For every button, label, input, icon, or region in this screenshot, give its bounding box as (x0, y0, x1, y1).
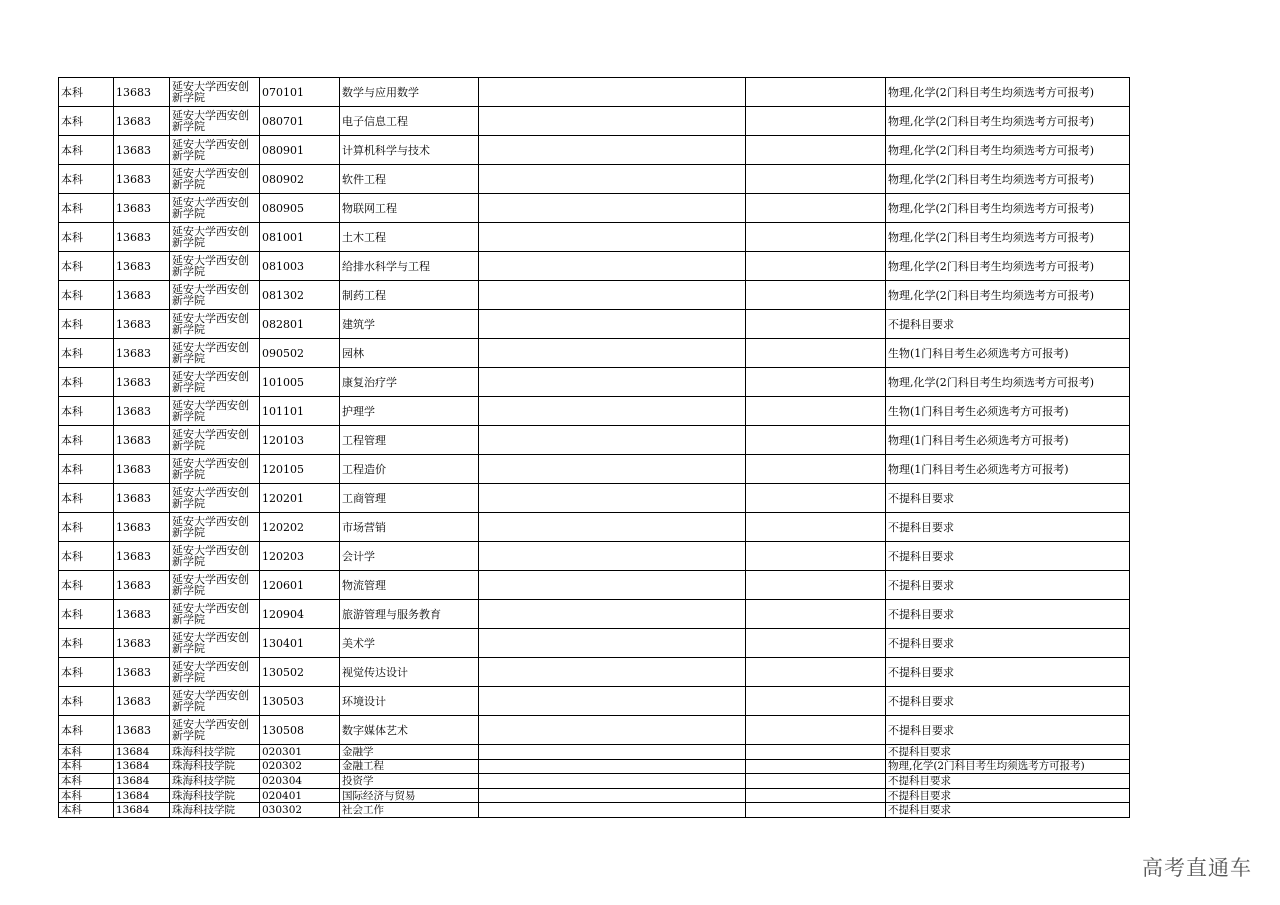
school-code-cell: 13683 (114, 310, 170, 339)
empty-cell (746, 687, 886, 716)
school-code-cell: 13683 (114, 136, 170, 165)
major-code-cell: 130503 (260, 687, 340, 716)
level-cell: 本科 (59, 252, 114, 281)
subject-requirement-cell: 物理,化学(2门科目考生均须选考方可报考) (886, 759, 1130, 774)
subject-requirement-cell: 不提科目要求 (886, 629, 1130, 658)
table-row (59, 687, 1130, 716)
empty-cell (479, 716, 746, 745)
subject-requirement-cell: 物理,化学(2门科目考生均须选考方可报考) (886, 107, 1130, 136)
empty-cell (479, 165, 746, 194)
school-name-cell: 延安大学西安创新学院 (170, 281, 260, 310)
school-name-cell: 延安大学西安创新学院 (170, 426, 260, 455)
empty-cell (479, 759, 746, 774)
major-code-cell: 020301 (260, 745, 340, 760)
empty-cell (479, 484, 746, 513)
major-name-cell: 护理学 (340, 397, 479, 426)
level-cell: 本科 (59, 571, 114, 600)
subject-requirement-cell: 物理,化学(2门科目考生均须选考方可报考) (886, 194, 1130, 223)
empty-cell (479, 397, 746, 426)
school-code-cell: 13683 (114, 252, 170, 281)
level-cell: 本科 (59, 716, 114, 745)
major-code-cell: 120202 (260, 513, 340, 542)
major-name-cell: 给排水科学与工程 (340, 252, 479, 281)
empty-cell (479, 281, 746, 310)
major-code-cell: 120904 (260, 600, 340, 629)
subject-requirement-cell: 物理,化学(2门科目考生均须选考方可报考) (886, 223, 1130, 252)
level-cell: 本科 (59, 281, 114, 310)
subject-requirements-table (58, 77, 1130, 818)
subject-requirement-cell: 物理,化学(2门科目考生均须选考方可报考) (886, 78, 1130, 107)
table-row (59, 600, 1130, 629)
major-code-cell: 101101 (260, 397, 340, 426)
school-name-cell: 延安大学西安创新学院 (170, 136, 260, 165)
major-name-cell: 环境设计 (340, 687, 479, 716)
major-code-cell: 082801 (260, 310, 340, 339)
empty-cell (746, 397, 886, 426)
table-row (59, 716, 1130, 745)
school-name-cell: 珠海科技学院 (170, 745, 260, 760)
empty-cell (746, 788, 886, 803)
subject-requirement-cell: 不提科目要求 (886, 788, 1130, 803)
school-name-cell: 延安大学西安创新学院 (170, 716, 260, 745)
empty-cell (746, 455, 886, 484)
table-row (59, 745, 1130, 760)
level-cell: 本科 (59, 397, 114, 426)
major-code-cell: 130502 (260, 658, 340, 687)
major-code-cell: 101005 (260, 368, 340, 397)
subject-requirement-cell: 不提科目要求 (886, 803, 1130, 818)
major-name-cell: 国际经济与贸易 (340, 788, 479, 803)
major-name-cell: 建筑学 (340, 310, 479, 339)
major-code-cell: 120103 (260, 426, 340, 455)
empty-cell (746, 759, 886, 774)
level-cell: 本科 (59, 629, 114, 658)
level-cell: 本科 (59, 78, 114, 107)
table-row (59, 107, 1130, 136)
empty-cell (746, 658, 886, 687)
table-row (59, 542, 1130, 571)
empty-cell (746, 223, 886, 252)
level-cell: 本科 (59, 803, 114, 818)
major-name-cell: 投资学 (340, 774, 479, 789)
empty-cell (479, 426, 746, 455)
school-code-cell: 13683 (114, 716, 170, 745)
table-row (59, 774, 1130, 789)
school-name-cell: 延安大学西安创新学院 (170, 339, 260, 368)
table-row (59, 629, 1130, 658)
major-code-cell: 080902 (260, 165, 340, 194)
empty-cell (479, 788, 746, 803)
major-code-cell: 080905 (260, 194, 340, 223)
major-name-cell: 物流管理 (340, 571, 479, 600)
school-code-cell: 13683 (114, 542, 170, 571)
major-name-cell: 旅游管理与服务教育 (340, 600, 479, 629)
subject-requirement-cell: 不提科目要求 (886, 658, 1130, 687)
table-row (59, 310, 1130, 339)
level-cell: 本科 (59, 542, 114, 571)
major-name-cell: 社会工作 (340, 803, 479, 818)
school-name-cell: 延安大学西安创新学院 (170, 658, 260, 687)
major-code-cell: 020302 (260, 759, 340, 774)
empty-cell (479, 223, 746, 252)
empty-cell (479, 600, 746, 629)
empty-cell (479, 774, 746, 789)
major-name-cell: 美术学 (340, 629, 479, 658)
school-name-cell: 延安大学西安创新学院 (170, 368, 260, 397)
school-code-cell: 13683 (114, 571, 170, 600)
subject-requirement-cell: 物理,化学(2门科目考生均须选考方可报考) (886, 136, 1130, 165)
major-name-cell: 市场营销 (340, 513, 479, 542)
major-name-cell: 视觉传达设计 (340, 658, 479, 687)
empty-cell (746, 629, 886, 658)
school-code-cell: 13683 (114, 687, 170, 716)
school-name-cell: 延安大学西安创新学院 (170, 542, 260, 571)
empty-cell (746, 368, 886, 397)
empty-cell (746, 194, 886, 223)
empty-cell (746, 600, 886, 629)
empty-cell (479, 658, 746, 687)
school-name-cell: 珠海科技学院 (170, 774, 260, 789)
empty-cell (746, 426, 886, 455)
level-cell: 本科 (59, 339, 114, 368)
school-name-cell: 延安大学西安创新学院 (170, 484, 260, 513)
school-name-cell: 延安大学西安创新学院 (170, 571, 260, 600)
empty-cell (479, 194, 746, 223)
level-cell: 本科 (59, 774, 114, 789)
level-cell: 本科 (59, 107, 114, 136)
major-name-cell: 康复治疗学 (340, 368, 479, 397)
school-code-cell: 13683 (114, 107, 170, 136)
major-name-cell: 工程管理 (340, 426, 479, 455)
subject-requirement-cell: 物理(1门科目考生必须选考方可报考) (886, 455, 1130, 484)
level-cell: 本科 (59, 455, 114, 484)
major-code-cell: 020401 (260, 788, 340, 803)
major-code-cell: 020304 (260, 774, 340, 789)
level-cell: 本科 (59, 194, 114, 223)
subject-requirement-cell: 不提科目要求 (886, 571, 1130, 600)
major-code-cell: 130401 (260, 629, 340, 658)
level-cell: 本科 (59, 513, 114, 542)
major-code-cell: 080701 (260, 107, 340, 136)
empty-cell (479, 78, 746, 107)
empty-cell (746, 513, 886, 542)
table-row (59, 759, 1130, 774)
subject-requirement-cell: 不提科目要求 (886, 484, 1130, 513)
school-code-cell: 13683 (114, 397, 170, 426)
table-row (59, 165, 1130, 194)
major-name-cell: 园林 (340, 339, 479, 368)
major-name-cell: 电子信息工程 (340, 107, 479, 136)
subject-requirement-cell: 生物(1门科目考生必须选考方可报考) (886, 397, 1130, 426)
major-code-cell: 120105 (260, 455, 340, 484)
empty-cell (479, 252, 746, 281)
school-name-cell: 延安大学西安创新学院 (170, 397, 260, 426)
school-code-cell: 13683 (114, 513, 170, 542)
table-row (59, 281, 1130, 310)
level-cell: 本科 (59, 687, 114, 716)
school-name-cell: 珠海科技学院 (170, 803, 260, 818)
empty-cell (746, 745, 886, 760)
empty-cell (479, 136, 746, 165)
table-row (59, 571, 1130, 600)
school-name-cell: 延安大学西安创新学院 (170, 107, 260, 136)
school-name-cell: 延安大学西安创新学院 (170, 194, 260, 223)
major-name-cell: 计算机科学与技术 (340, 136, 479, 165)
school-code-cell: 13683 (114, 368, 170, 397)
empty-cell (746, 78, 886, 107)
empty-cell (479, 107, 746, 136)
school-name-cell: 延安大学西安创新学院 (170, 513, 260, 542)
table-row (59, 252, 1130, 281)
major-code-cell: 120203 (260, 542, 340, 571)
empty-cell (746, 571, 886, 600)
school-code-cell: 13683 (114, 165, 170, 194)
level-cell: 本科 (59, 600, 114, 629)
empty-cell (479, 513, 746, 542)
school-code-cell: 13684 (114, 759, 170, 774)
empty-cell (746, 339, 886, 368)
school-name-cell: 延安大学西安创新学院 (170, 252, 260, 281)
empty-cell (746, 484, 886, 513)
subject-requirement-cell: 生物(1门科目考生必须选考方可报考) (886, 339, 1130, 368)
major-name-cell: 数字媒体艺术 (340, 716, 479, 745)
major-code-cell: 081001 (260, 223, 340, 252)
empty-cell (479, 542, 746, 571)
school-name-cell: 延安大学西安创新学院 (170, 455, 260, 484)
table-row (59, 223, 1130, 252)
empty-cell (479, 571, 746, 600)
table-row (59, 658, 1130, 687)
empty-cell (746, 165, 886, 194)
table-row (59, 78, 1130, 107)
major-name-cell: 会计学 (340, 542, 479, 571)
subject-requirement-cell: 不提科目要求 (886, 513, 1130, 542)
empty-cell (746, 281, 886, 310)
school-code-cell: 13684 (114, 745, 170, 760)
school-code-cell: 13683 (114, 455, 170, 484)
major-code-cell: 130508 (260, 716, 340, 745)
level-cell: 本科 (59, 368, 114, 397)
subject-requirement-cell: 物理,化学(2门科目考生均须选考方可报考) (886, 252, 1130, 281)
school-code-cell: 13684 (114, 774, 170, 789)
school-code-cell: 13683 (114, 281, 170, 310)
empty-cell (746, 136, 886, 165)
table-row (59, 455, 1130, 484)
school-code-cell: 13683 (114, 339, 170, 368)
table-row (59, 136, 1130, 165)
empty-cell (746, 803, 886, 818)
table-row (59, 513, 1130, 542)
school-name-cell: 延安大学西安创新学院 (170, 223, 260, 252)
level-cell: 本科 (59, 223, 114, 252)
school-name-cell: 延安大学西安创新学院 (170, 78, 260, 107)
table-row (59, 484, 1130, 513)
level-cell: 本科 (59, 165, 114, 194)
table-row (59, 426, 1130, 455)
level-cell: 本科 (59, 426, 114, 455)
empty-cell (746, 252, 886, 281)
major-code-cell: 081003 (260, 252, 340, 281)
major-name-cell: 数学与应用数学 (340, 78, 479, 107)
school-code-cell: 13683 (114, 194, 170, 223)
school-code-cell: 13683 (114, 78, 170, 107)
level-cell: 本科 (59, 788, 114, 803)
table-row (59, 788, 1130, 803)
subject-requirement-cell: 不提科目要求 (886, 774, 1130, 789)
major-code-cell: 081302 (260, 281, 340, 310)
school-code-cell: 13684 (114, 803, 170, 818)
major-name-cell: 制药工程 (340, 281, 479, 310)
school-name-cell: 延安大学西安创新学院 (170, 687, 260, 716)
school-code-cell: 13683 (114, 629, 170, 658)
subject-requirement-cell: 物理(1门科目考生必须选考方可报考) (886, 426, 1130, 455)
major-code-cell: 120601 (260, 571, 340, 600)
school-code-cell: 13683 (114, 426, 170, 455)
empty-cell (479, 687, 746, 716)
table-row (59, 803, 1130, 818)
empty-cell (746, 107, 886, 136)
table-row (59, 194, 1130, 223)
empty-cell (479, 745, 746, 760)
subject-requirement-cell: 不提科目要求 (886, 745, 1130, 760)
empty-cell (479, 368, 746, 397)
subject-requirement-cell: 不提科目要求 (886, 542, 1130, 571)
school-name-cell: 延安大学西安创新学院 (170, 629, 260, 658)
watermark-logo: 高考直通车 (1142, 856, 1252, 880)
major-code-cell: 120201 (260, 484, 340, 513)
empty-cell (479, 310, 746, 339)
subject-requirement-cell: 不提科目要求 (886, 687, 1130, 716)
empty-cell (746, 774, 886, 789)
school-code-cell: 13683 (114, 658, 170, 687)
school-name-cell: 延安大学西安创新学院 (170, 600, 260, 629)
level-cell: 本科 (59, 759, 114, 774)
major-name-cell: 金融工程 (340, 759, 479, 774)
major-name-cell: 工商管理 (340, 484, 479, 513)
major-code-cell: 090502 (260, 339, 340, 368)
empty-cell (479, 339, 746, 368)
school-code-cell: 13683 (114, 223, 170, 252)
major-name-cell: 工程造价 (340, 455, 479, 484)
major-code-cell: 030302 (260, 803, 340, 818)
empty-cell (746, 310, 886, 339)
school-code-cell: 13684 (114, 788, 170, 803)
empty-cell (746, 716, 886, 745)
table-row (59, 368, 1130, 397)
table-row (59, 397, 1130, 426)
empty-cell (479, 629, 746, 658)
school-name-cell: 延安大学西安创新学院 (170, 165, 260, 194)
level-cell: 本科 (59, 136, 114, 165)
major-name-cell: 软件工程 (340, 165, 479, 194)
level-cell: 本科 (59, 745, 114, 760)
level-cell: 本科 (59, 484, 114, 513)
subject-requirement-cell: 物理,化学(2门科目考生均须选考方可报考) (886, 281, 1130, 310)
table-row (59, 339, 1130, 368)
school-name-cell: 延安大学西安创新学院 (170, 310, 260, 339)
subject-requirement-cell: 不提科目要求 (886, 600, 1130, 629)
major-code-cell: 070101 (260, 78, 340, 107)
school-name-cell: 珠海科技学院 (170, 759, 260, 774)
school-name-cell: 珠海科技学院 (170, 788, 260, 803)
subject-requirement-cell: 不提科目要求 (886, 310, 1130, 339)
subject-requirement-cell: 不提科目要求 (886, 716, 1130, 745)
major-name-cell: 物联网工程 (340, 194, 479, 223)
school-code-cell: 13683 (114, 600, 170, 629)
major-code-cell: 080901 (260, 136, 340, 165)
subject-requirement-cell: 物理,化学(2门科目考生均须选考方可报考) (886, 368, 1130, 397)
empty-cell (479, 455, 746, 484)
level-cell: 本科 (59, 658, 114, 687)
school-code-cell: 13683 (114, 484, 170, 513)
level-cell: 本科 (59, 310, 114, 339)
empty-cell (746, 542, 886, 571)
major-name-cell: 土木工程 (340, 223, 479, 252)
major-name-cell: 金融学 (340, 745, 479, 760)
empty-cell (479, 803, 746, 818)
subject-requirement-cell: 物理,化学(2门科目考生均须选考方可报考) (886, 165, 1130, 194)
